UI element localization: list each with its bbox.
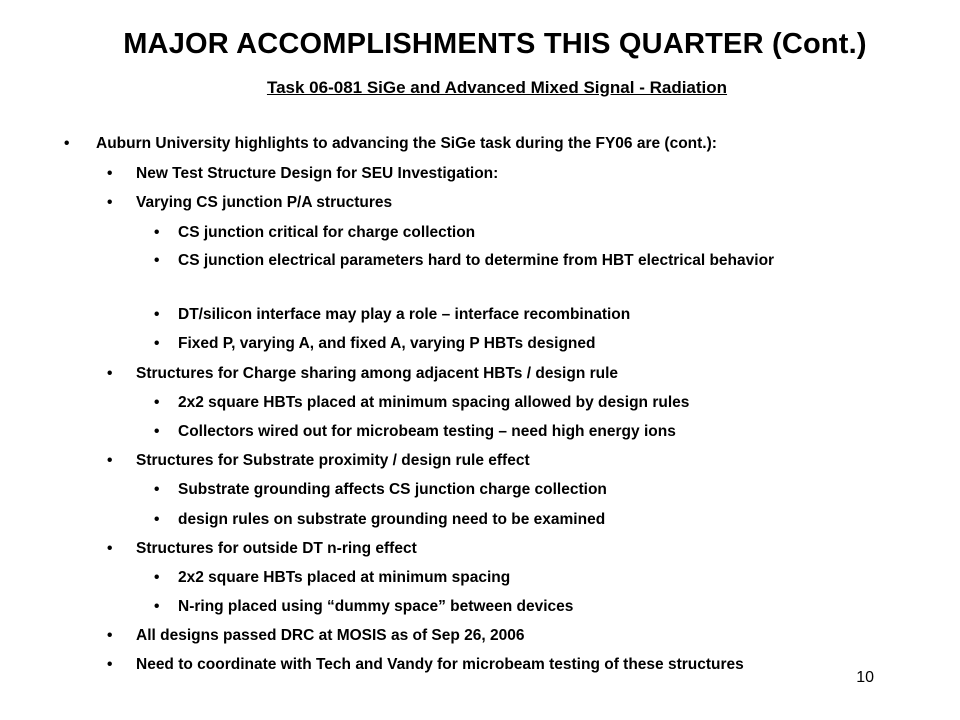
bullet-text: N-ring placed using “dummy space” between devices — [178, 598, 574, 615]
bullet-icon: • — [64, 135, 70, 152]
bullet-icon: • — [154, 511, 160, 528]
bullet-icon: • — [107, 627, 113, 644]
bullet-icon: • — [107, 165, 113, 182]
bullet-text: Need to coordinate with Tech and Vandy for microbeam testing of these structures — [136, 656, 744, 673]
bullet-text: design rules on substrate grounding need to be examined — [178, 511, 606, 528]
bullet-text: New Test Structure Design for SEU Investigation: — [136, 165, 499, 182]
bullet-item — [154, 480, 607, 500]
bullet-item — [154, 223, 476, 243]
bullet-item — [154, 597, 574, 617]
bullet-icon: • — [154, 481, 160, 498]
bullet-icon: • — [154, 569, 160, 586]
bullet-icon: • — [107, 540, 113, 557]
bullet-text: Structures for Substrate proximity / design rule effect — [136, 452, 530, 469]
bullet-item — [154, 510, 606, 530]
bullet-item — [154, 305, 631, 325]
bullet-item — [154, 334, 596, 354]
bullet-item — [154, 251, 838, 271]
bullet-item — [154, 568, 511, 588]
bullet-item — [107, 451, 530, 471]
bullet-icon: • — [154, 394, 160, 411]
slide-subtitle: Task 06-081 SiGe and Advanced Mixed Signal - Radiation — [266, 78, 728, 97]
bullet-text: Collectors wired out for microbeam testing – need high energy ions — [178, 423, 676, 440]
bullet-text: Structures for Charge sharing among adjacent HBTs / design rule — [136, 365, 619, 382]
bullet-item — [107, 164, 499, 184]
bullet-icon: • — [154, 335, 160, 352]
bullet-icon: • — [107, 656, 113, 673]
bullet-text: CS junction electrical parameters hard to determine from HBT electrical behavior — [178, 252, 775, 269]
bullet-text: CS junction critical for charge collection — [178, 224, 476, 241]
bullet-text: 2x2 square HBTs placed at minimum spacing — [178, 569, 511, 586]
bullet-item — [107, 626, 525, 646]
bullet-icon: • — [154, 423, 160, 440]
bullet-text: Fixed P, varying A, and fixed A, varying P HBTs designed — [178, 335, 596, 352]
bullet-icon: • — [154, 306, 160, 323]
bullet-icon: • — [107, 194, 113, 211]
bullet-item — [107, 364, 619, 384]
bullet-text: All designs passed DRC at MOSIS as of Sep 26, 2006 — [136, 627, 525, 644]
bullet-text: Auburn University highlights to advancing the SiGe task during the FY06 are (cont.): — [96, 135, 717, 152]
bullet-icon: • — [107, 452, 113, 469]
bullet-item — [107, 539, 417, 559]
bullet-icon: • — [154, 598, 160, 615]
bullet-icon: • — [154, 224, 160, 241]
slide-title: MAJOR ACCOMPLISHMENTS THIS QUARTER (Cont.) — [123, 28, 867, 60]
bullet-item — [154, 393, 690, 413]
bullet-text: Varying CS junction P/A structures — [136, 194, 393, 211]
page-number: 10 — [856, 669, 874, 686]
bullet-item — [107, 193, 393, 213]
bullet-item — [154, 422, 676, 442]
bullet-text: 2x2 square HBTs placed at minimum spacing allowed by design rules — [178, 394, 690, 411]
bullet-icon: • — [154, 252, 160, 269]
bullet-item — [64, 134, 717, 154]
bullet-text: Substrate grounding affects CS junction charge collection — [178, 481, 607, 498]
bullet-text: DT/silicon interface may play a role – interface recombination — [178, 306, 631, 323]
bullet-icon: • — [107, 365, 113, 382]
bullet-text: Structures for outside DT n-ring effect — [136, 540, 417, 557]
bullet-item — [107, 655, 744, 675]
